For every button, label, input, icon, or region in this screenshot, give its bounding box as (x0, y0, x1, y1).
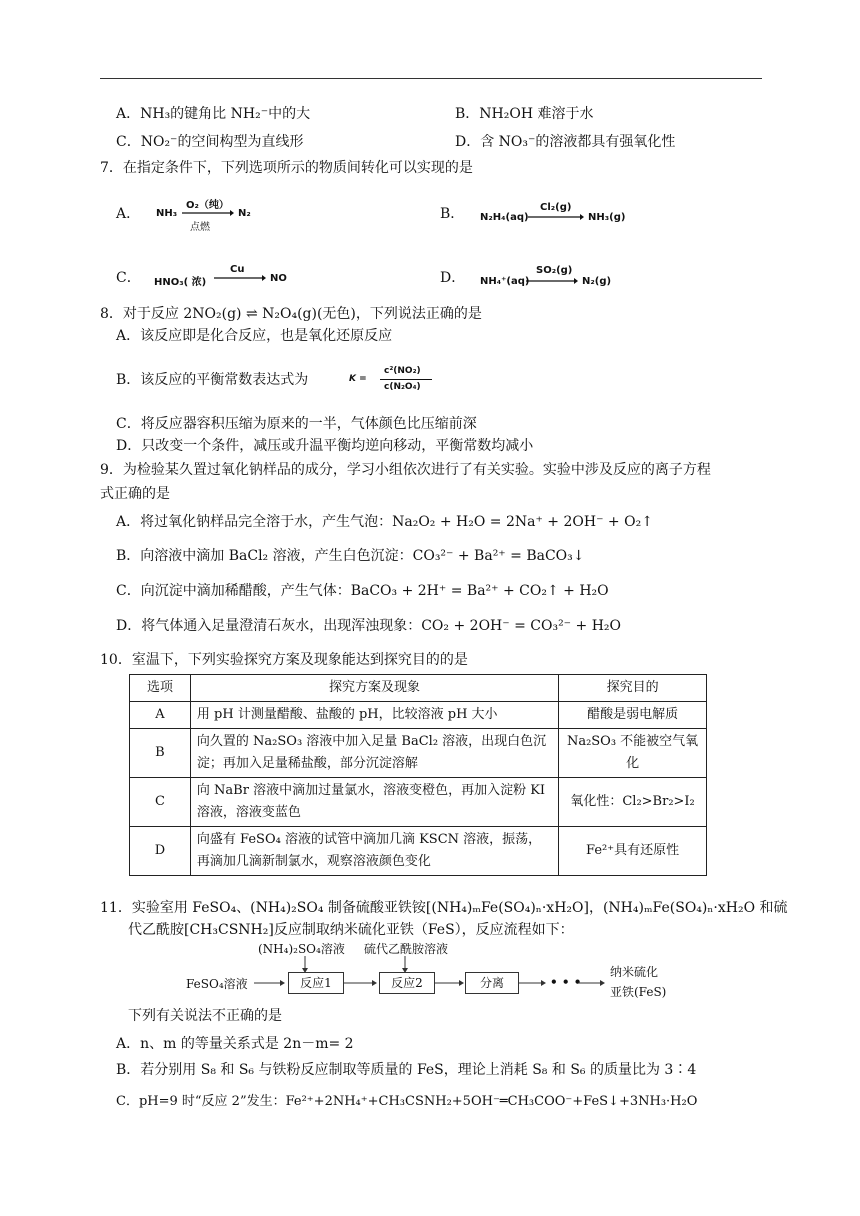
q7-b-reactant: N₂H₄(aq) (480, 212, 529, 223)
q9-option-d: D．将气体通入足量澄清石灰水，出现浑浊现象：CO₂ + 2OH⁻ = CO₃²⁻ + H₂O (116, 618, 622, 634)
table-row (130, 702, 707, 729)
table-cell-option: D (130, 827, 191, 876)
q9-option-c: C．向沉淀中滴加稀醋酸，产生气体：BaCO₃ + 2H⁺ = Ba²⁺ + CO₂↑ + H₂O (116, 583, 609, 599)
table-cell-goal: 氧化性：Cl₂>Br₂>I₂ (559, 778, 707, 827)
q11-sub-stem: 下列有关说法不正确的是 (128, 1008, 282, 1024)
table-cell-plan: 向 NaBr 溶液中滴加过量氯水，溶液变橙色，再加入淀粉 KI 溶液，溶液变蓝色 (190, 778, 558, 827)
q7-a-arrow (182, 208, 234, 218)
q8-option-d: D．只改变一个条件，减压或升温平衡均逆向移动，平衡常数均减小 (116, 438, 534, 454)
q9-stem-line2: 式正确的是 (100, 486, 170, 502)
q7-d-condition: SO₂(g) (536, 265, 573, 276)
q7-c-reactant: HNO₃( 浓) (154, 277, 207, 288)
q8-option-c: C．将反应器容积压缩为原来的一半，气体颜色比压缩前深 (116, 416, 477, 432)
q8-k-symbol: K = (349, 374, 367, 384)
flow-arrow-1 (254, 978, 286, 988)
table-row (130, 827, 707, 876)
q8-fraction-bar (380, 379, 432, 380)
table-header-cell: 探究方案及现象 (190, 675, 558, 702)
q7-a-product: N₂ (238, 208, 251, 219)
q11-option-b: B．若分别用 S₈ 和 S₆ 与铁粉反应制取等质量的 FeS，理论上消耗 S₈ 和 S₆ 的质量比为 3∶4 (116, 1062, 697, 1078)
table-cell-plan: 向久置的 Na₂SO₃ 溶液中加入足量 BaCl₂ 溶液，出现白色沉淀；再加入足量稀盐酸，部分沉淀溶解 (190, 729, 558, 778)
q11-option-c: C．pH=9 时“反应 2”发生：Fe²⁺+2NH₄⁺+CH₃CSNH₂+5OH⁻═CH₃COO⁻+FeS↓+3NH₃·H₂O (116, 1094, 698, 1109)
q8-option-a: A．该反应即是化合反应，也是氧化还原反应 (116, 328, 393, 344)
q8-k-numerator: c²(NO₂) (384, 366, 421, 376)
q7-option-a-label: A． (116, 206, 141, 222)
flow-arrow-2 (344, 978, 378, 988)
table-cell-goal: Fe²⁺具有还原性 (559, 827, 707, 876)
flow-arrow-3 (435, 978, 465, 988)
q7-c-product: NO (270, 273, 287, 284)
table-header-row (130, 675, 707, 702)
q11-stem-line2: 代乙酰胺[CH₃CSNH₂]反应制取纳米硫化亚铁（FeS），反应流程如下： (128, 922, 574, 938)
table-cell-option: C (130, 778, 191, 827)
q8-stem: 8．对于反应 2NO₂(g) ⇌ N₂O₄(g)(无色)，下列说法正确的是 (100, 306, 482, 322)
q7-b-product: NH₃(g) (588, 212, 626, 223)
flow-arrow-5 (578, 978, 606, 988)
q7-a-condition2: 点燃 (190, 222, 210, 233)
q7-option-d-label: D． (440, 270, 466, 286)
q9-option-b: B．向溶液中滴加 BaCl₂ 溶液，产生白色沉淀：CO₃²⁻ + Ba²⁺ = BaCO₃↓ (116, 548, 585, 564)
q6-option-c: C．NO₂⁻的空间构型为直线形 (116, 134, 304, 150)
q7-c-condition: Cu (230, 264, 245, 275)
q11-option-a: A．n、m 的等量关系式是 2n－m= 2 (116, 1036, 354, 1052)
flow-box-reaction1: 反应1 (288, 972, 344, 994)
q7-b-arrow (528, 212, 584, 222)
table-cell-plan: 向盛有 FeSO₄ 溶液的试管中滴加几滴 KSCN 溶液，振荡，再滴加几滴新制氯水，观察溶液颜色变化 (190, 827, 558, 876)
flow-end-line1: 纳米硫化 (610, 965, 659, 979)
q10-stem: 10．室温下，下列实验探究方案及现象能达到探究目的的是 (100, 652, 468, 668)
flow-end-line2: 亚铁(FeS) (610, 985, 667, 999)
q7-stem: 7．在指定条件下，下列选项所示的物质间转化可以实现的是 (100, 160, 473, 176)
q7-option-b-label: B． (440, 206, 465, 222)
q9-stem-line1: 9．为检验某久置过氧化钠样品的成分，学习小组依次进行了有关实验。实验中涉及反应的离子方程 (100, 462, 711, 478)
flow-box-reaction2: 反应2 (379, 972, 435, 994)
table-row (130, 778, 707, 827)
q7-a-reactant: NH₃ (156, 208, 178, 219)
table-cell-goal: Na₂SO₃ 不能被空气氧化 (559, 729, 707, 778)
q7-d-product: N₂(g) (582, 276, 612, 287)
header-rule (100, 78, 762, 79)
q7-d-arrow (526, 276, 578, 286)
table-cell-option: B (130, 729, 191, 778)
flow-box-separation: 分离 (465, 972, 519, 994)
flow-start: FeSO₄溶液 (186, 977, 248, 991)
table-cell-plan: 用 pH 计测量醋酸、盐酸的 pH，比较溶液 pH 大小 (190, 702, 558, 729)
q7-b-condition: Cl₂(g) (540, 202, 572, 213)
q11-stem-line1: 11．实验室用 FeSO₄、(NH₄)₂SO₄ 制备硫酸亚铁铵[(NH₄)ₘFe(SO₄)ₙ·xH₂O]，(NH₄)ₘFe(SO₄)ₙ·xH₂O 和硫 (100, 900, 788, 916)
table-row (130, 729, 707, 778)
q6-option-a: A．NH₃的键角比 NH₂⁻中的大 (116, 106, 311, 122)
flow-input-thioacetamide: 硫代乙酰胺溶液 (364, 942, 449, 956)
q6-option-d: D．含 NO₃⁻的溶液都具有强氧化性 (455, 134, 676, 150)
flow-arrow-4 (519, 978, 547, 988)
q7-d-reactant: NH₄⁺(aq) (480, 276, 530, 287)
q7-option-c-label: C． (116, 270, 141, 286)
q7-c-arrow (214, 273, 266, 283)
table-cell-option: A (130, 702, 191, 729)
q7-a-condition: O₂（纯） (186, 200, 229, 211)
flow-ellipsis: • • • (550, 975, 582, 989)
q6-option-b: B．NH₂OH 难溶于水 (455, 106, 594, 122)
table-header-cell: 选项 (130, 675, 191, 702)
q10-table (129, 674, 707, 876)
q8-k-denominator: c(N₂O₄) (384, 382, 421, 392)
table-header-cell: 探究目的 (559, 675, 707, 702)
q9-option-a: A．将过氧化钠样品完全溶于水，产生气泡：Na₂O₂ + H₂O = 2Na⁺ + 2OH⁻ + O₂↑ (116, 514, 653, 530)
table-cell-goal: 醋酸是弱电解质 (559, 702, 707, 729)
q8-option-b: B．该反应的平衡常数表达式为 (116, 372, 309, 388)
flow-input-ammonium-sulfate: (NH₄)₂SO₄溶液 (258, 942, 345, 956)
